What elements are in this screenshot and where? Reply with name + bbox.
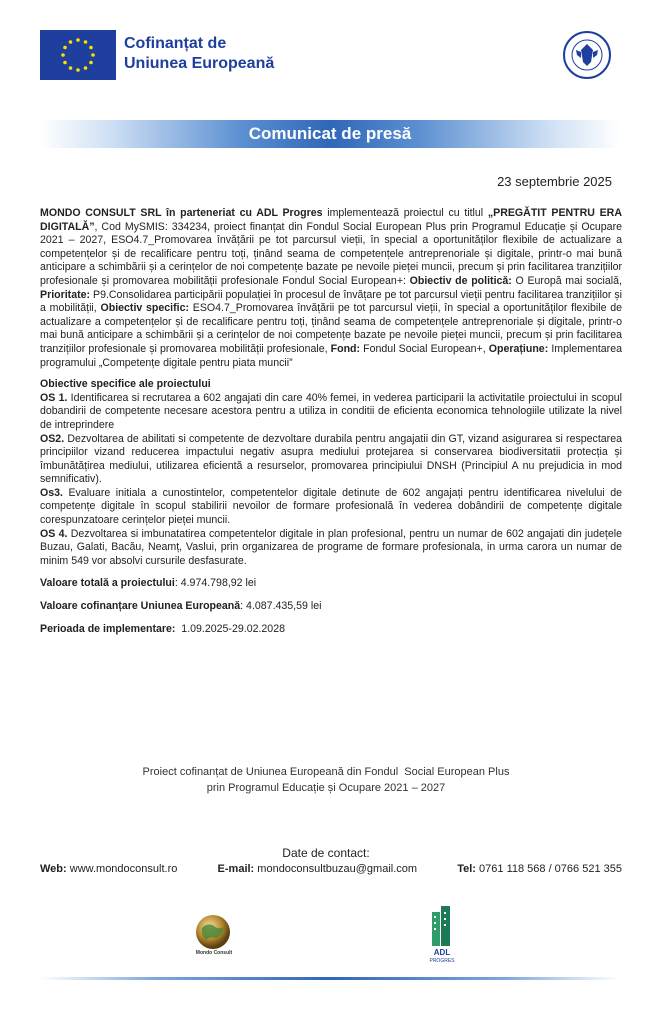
cofinancing-note-line1: Proiect cofinanțat de Uniunea Europeană din Fondul Social European Plus <box>142 766 510 778</box>
total-value <box>40 576 622 590</box>
bottom-divider <box>40 977 620 980</box>
objective-label: OS 1. <box>40 391 68 404</box>
adl-progres-building-icon <box>424 906 460 964</box>
eu-star-icon <box>63 61 67 65</box>
banner-title: Comunicat de presă <box>248 124 412 143</box>
intro-s8: P9.Consolidarea participării populației în procesul de învățare pe tot parcursul vieții pentru facilitarea tranzițiilor și a mobilității, <box>40 288 622 315</box>
objective-text: Identificarea si recrutarea a 602 angajati din care 40% femei, in vederea participarii la activitatile proiectului in scopul dobandirii de competente necesare acestora pentru a utiliza in conditii de eficienta economica tehnologiile utilizate la nivel de intreprindere <box>40 391 622 431</box>
adl-label: ADL <box>433 948 451 957</box>
contact-line <box>40 863 622 875</box>
email-label: E-mail: <box>217 863 255 875</box>
contact-email <box>218 863 418 875</box>
cofinantat-line2: Uniunea Europeană <box>124 55 275 72</box>
eu-star-icon <box>89 46 93 50</box>
objective-label: OS 4. <box>40 527 68 540</box>
objectives-title: Obiective specifice ale proiectului <box>40 378 211 391</box>
eu-cofinancing-value <box>40 599 622 613</box>
total-value-amount: : 4.974.798,92 lei <box>174 577 257 590</box>
intro-s12: Fondul Social European+, <box>360 342 489 355</box>
total-value-label: Valoare totală a proiectului <box>40 577 175 590</box>
intro-paragraph <box>40 207 622 370</box>
eu-star-icon <box>76 38 80 42</box>
intro-s14: Implementarea programului „Competențe digitale pentru piata muncii” <box>40 342 622 369</box>
release-body <box>40 207 622 636</box>
eu-star-icon <box>61 53 65 57</box>
email-link[interactable]: mondoconsultbuzau@gmail.com <box>254 863 418 875</box>
adl-sub-label: PROGRES <box>429 958 455 964</box>
contact-title: Date de contact: <box>282 846 370 860</box>
implementation-period-label: Perioada de implementare: <box>40 623 176 636</box>
objective-item <box>40 487 622 528</box>
header <box>0 0 652 110</box>
objective-text: Evaluare initiala a cunostintelor, competentelor digitale detinute de 602 angajați pentru identificarea nivelului de competențe digitale în scopul stabilirii nevoilor de formare profesională în vederea dobândirii de competențe digitale corespunzatoare cerințelor pieței muncii. <box>40 486 622 527</box>
intro-s3: „PREGĂTIT PENTRU ERA DIGITALĂ” <box>40 207 622 233</box>
cofinantat-label <box>124 34 274 74</box>
mondo-consult-label: Mondo Consult <box>195 950 233 956</box>
cofinantat-line1: Cofinanțat de <box>124 35 227 52</box>
intro-s1: MONDO CONSULT SRL în parteneriat cu ADL Progres <box>40 207 323 219</box>
intro-s6: O Europă mai socială, <box>511 274 622 287</box>
eu-star-icon <box>63 46 67 50</box>
objective-text: Dezvoltarea si imbunatatirea competentelor digitale in plan profesional, pentru un numar de 602 angajati din județele Buzau, Galati, Bacău, Neamț, Vaslui, prin organizarea de programe de formare profesionala, in urma carora un numar de minim 549 vor absolvi cursurile desfasurate. <box>40 527 622 567</box>
intro-s13: Operațiune: <box>488 342 549 355</box>
press-release-banner <box>40 120 620 148</box>
contact-phone <box>457 863 622 875</box>
objective-text: Dezvoltarea de abilitati si competente de dezvoltare durabila pentru angajatii din GT, vizand asigurarea si respectarea principiilor vizand reducerea impactului negativ asupra mediului protejarea si conservarea biodiversitatii protecția și îmbunătățirea mediului, utilizarea eficientă a resurselor, promovarea principiului DNSH (Principiul A nu prejudicia in mod semnificativ). <box>40 432 622 486</box>
web-label: Web: <box>40 863 67 875</box>
eu-star-icon <box>69 40 73 44</box>
objective-item <box>40 392 622 433</box>
web-link[interactable]: www.mondoconsult.ro <box>66 863 178 875</box>
tel-label: Tel: <box>457 863 476 875</box>
implementation-period <box>40 622 622 636</box>
objective-label: Os3. <box>40 486 63 499</box>
objective-item <box>40 528 622 569</box>
eu-cofinancing-label: Valoare cofinanțare Uniunea Europeană <box>40 600 241 613</box>
eu-cofinancing-amount: : 4.087.435,59 lei <box>240 600 322 613</box>
eu-star-icon <box>84 66 88 70</box>
guvernul-romaniei-seal-icon <box>562 30 612 80</box>
eu-star-icon <box>89 61 93 65</box>
intro-s2: implementează proiectul cu titlul <box>322 207 488 219</box>
implementation-period-value: 1.09.2025-29.02.2028 <box>175 623 285 636</box>
intro-s10: ESO4.7_Promovarea învățării pe tot parcursul vieții, în special a oportunităților flexibile de actualizare a competențelor și de recalificare pentru toți, ținând seama de competențele antreprenoriale și digitale, printr-o mai bună anticipare a schimbării și a cerințelor de noi competențe bazate pe nevoile pieței muncii, precum și prin facilitarea tranzițiilor profesionale și promovarea mobilității profesionale, <box>40 302 622 355</box>
intro-s4: , Cod MySMIS: 334234, proiect finanțat din Fondul Social European Plus prin Programul Educație și Ocupare 2021 – 2027, ESO4.7_Promovarea învățării pe tot parcursul vieții, în special a oportunităților flexibile de actualizare a competențelor și de recalificare pentru toți, ținând seama de competențele antreprenoriale și digitale, printr-o mai bună anticipare a schimbării și a cerințelor de noi competențe bazate pe nevoile pieței muncii, precum și prin facilitarea tranzițiilor profesionale și promovarea mobilității profesionale Fondul Social European+: <box>40 220 622 287</box>
objective-item <box>40 433 622 487</box>
intro-s5: Obiectiv de politică: <box>409 274 512 287</box>
intro-s9: Obiectiv specific: <box>100 302 190 315</box>
tel-value: 0761 118 568 / 0766 521 355 <box>475 863 622 875</box>
eu-flag-icon <box>40 30 116 80</box>
objective-label: OS2. <box>40 432 65 445</box>
cofinancing-note-line2: prin Programul Educație și Ocupare 2021 – 2027 <box>206 782 446 794</box>
contact-web <box>40 863 177 875</box>
intro-s11: Fond: <box>330 342 361 355</box>
intro-s7: Prioritate: <box>40 288 91 301</box>
eu-star-icon <box>84 40 88 44</box>
eu-star-icon <box>76 68 80 72</box>
release-date: 23 septembrie 2025 <box>497 174 612 189</box>
eu-star-icon <box>91 53 95 57</box>
cofinancing-note <box>0 764 652 796</box>
eu-star-icon <box>69 66 73 70</box>
